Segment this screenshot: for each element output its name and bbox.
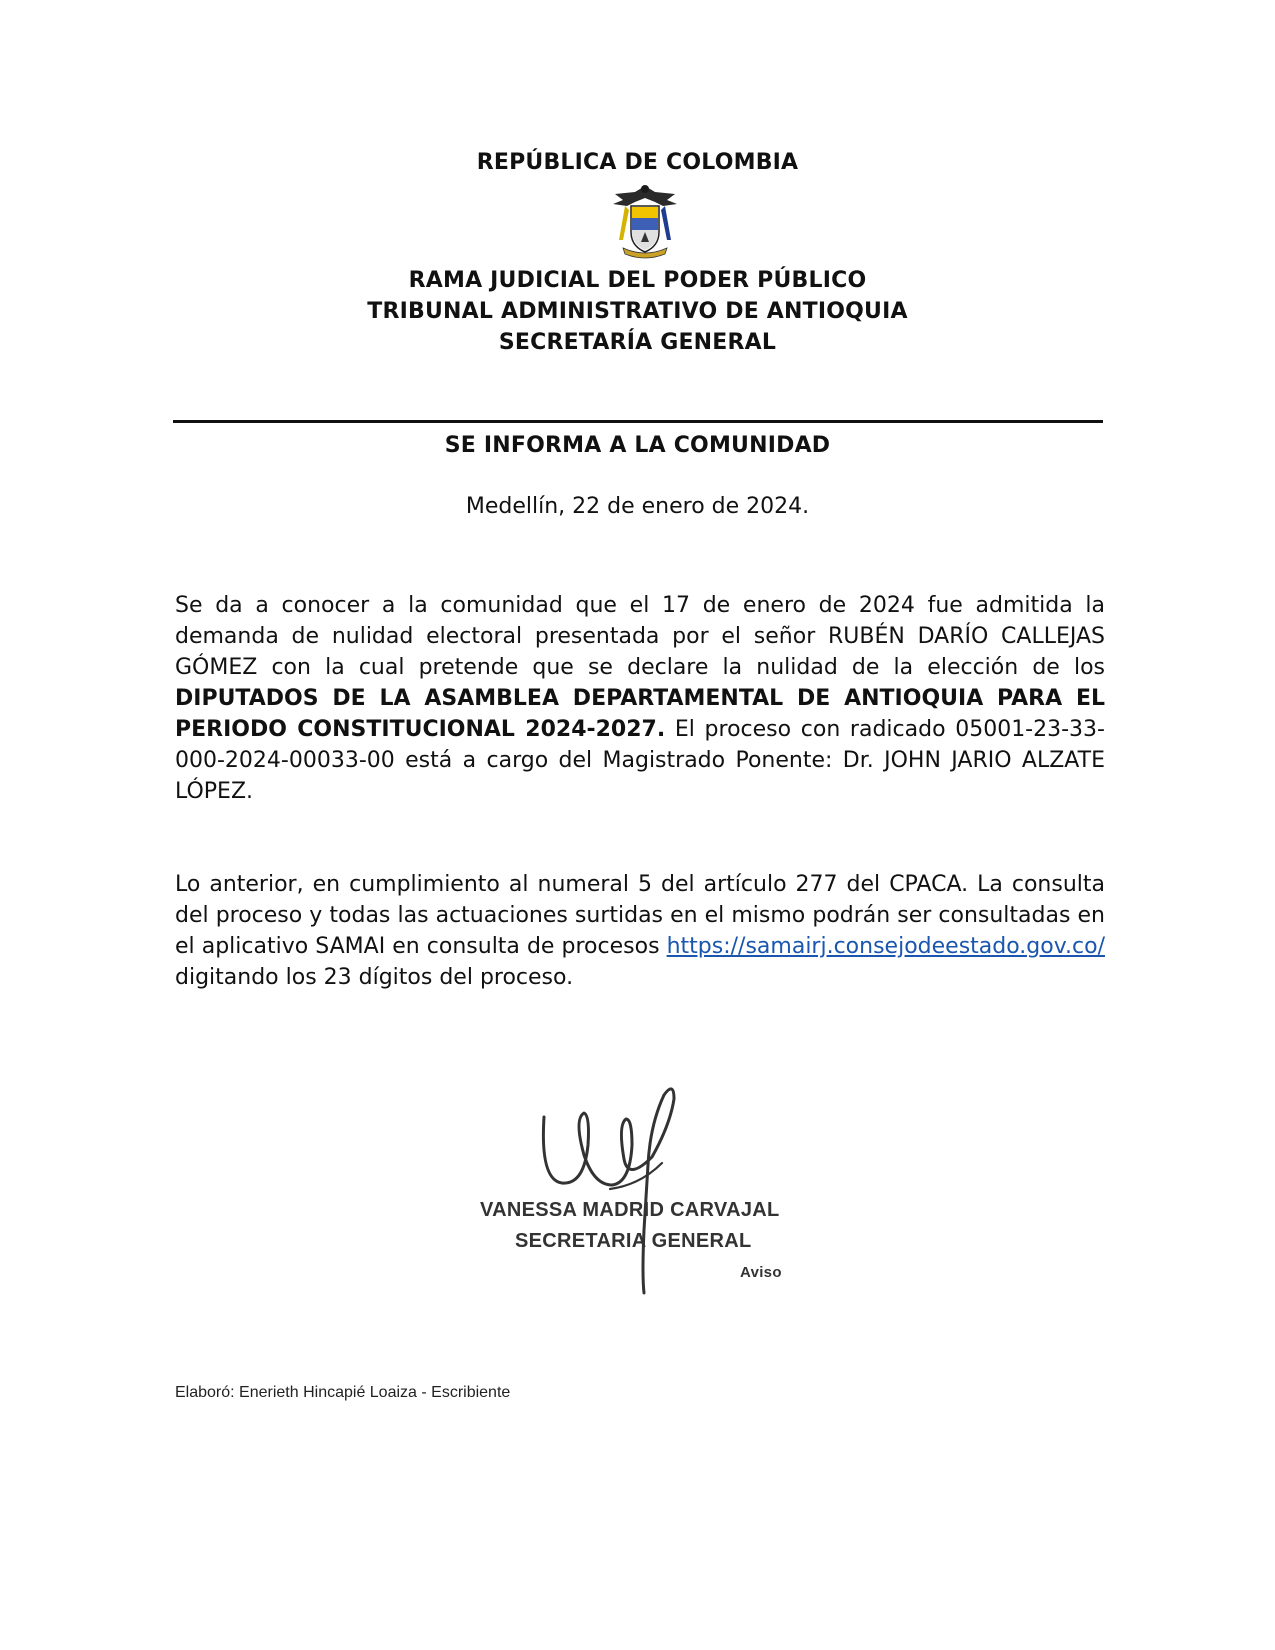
secretariat-heading: SECRETARÍA GENERAL: [498, 330, 777, 355]
notice-title: SE INFORMA A LA COMUNIDAD: [444, 433, 831, 458]
paragraph-rest: El proceso con radicado 05001-23-33-000-2024-00033-00 está a cargo del Magistrado Ponente: Dr. JOHN JARIO ALZATE LÓPEZ.: [175, 717, 1105, 804]
signature-note: Aviso: [740, 1264, 782, 1281]
paragraph-bold-subject: DIPUTADOS DE LA ASAMBLEA DEPARTAMENTAL DE ANTIOQUIA PARA EL PERIODO CONSTITUCIONAL 2024-2027.: [175, 686, 1105, 742]
dateline: Medellín, 22 de enero de 2024.: [465, 494, 810, 519]
paragraph-intro: Lo anterior, en cumplimiento al numeral 5 del artículo 277 del CPACA. La consulta del proceso y todas las actuaciones surtidas en el mismo podrán ser consultadas en el aplicativo SAMAI en consulta de procesos: [175, 872, 1105, 959]
samai-link[interactable]: https://samairj.consejodeestado.gov.co/: [666, 934, 1105, 959]
prepared-by-footer: Elaboró: Enerieth Hincapié Loaiza - Escribiente: [175, 1384, 511, 1401]
header-divider: [173, 420, 1103, 423]
admission-paragraph: [175, 590, 1105, 807]
judicial-branch-heading: RAMA JUDICIAL DEL PODER PÚBLICO: [408, 268, 867, 293]
colombia-coat-of-arms-icon: [605, 180, 685, 260]
paragraph-rest: digitando los 23 dígitos del proceso.: [175, 965, 574, 990]
signer-role: SECRETARIA GENERAL: [515, 1230, 752, 1252]
paragraph-intro: Se da a conocer a la comunidad que el 17 de enero de 2024 fue admitida la demanda de nulidad electoral presentada por el señor RUBÉN DARÍO CALLEJAS GÓMEZ con la cual pretende que se declare la nulidad de la elección de los: [175, 593, 1105, 680]
tribunal-heading: TRIBUNAL ADMINISTRATIVO DE ANTIOQUIA: [367, 299, 908, 324]
handwritten-signature: [540, 1085, 720, 1295]
signer-name: VANESSA MADRID CARVAJAL: [480, 1199, 780, 1221]
consultation-paragraph: [175, 869, 1105, 993]
country-heading: REPÚBLICA DE COLOMBIA: [476, 150, 799, 175]
